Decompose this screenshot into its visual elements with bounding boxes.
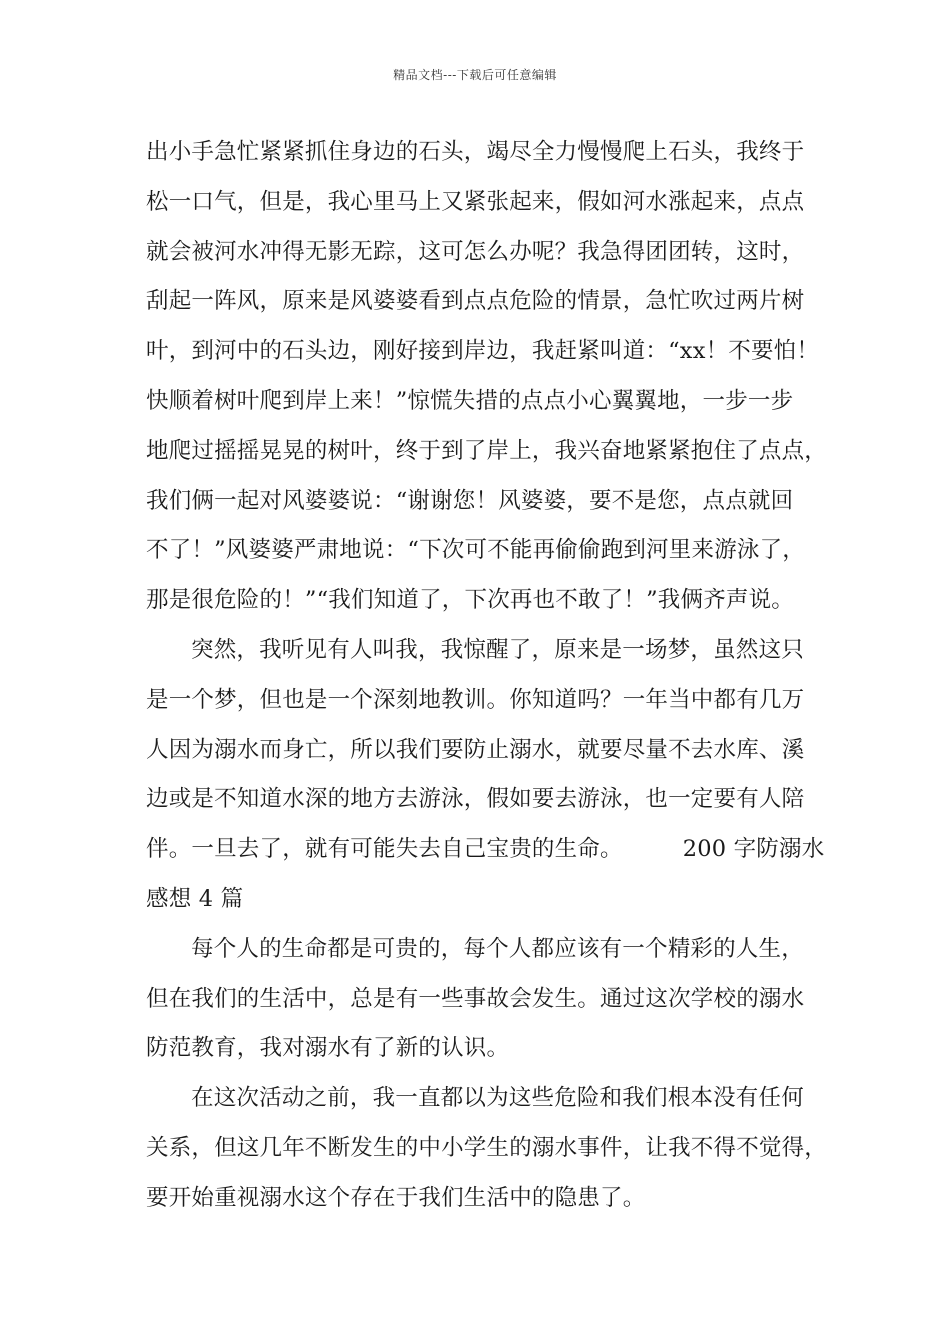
text-line: 是一个梦，但也是一个深刻地教训。你知道吗？一年当中都有几万 [146, 686, 805, 713]
text-line-main: 伴。一旦去了，就有可能失去自己宝贵的生命。 [146, 836, 623, 863]
text-line: 要开始重视溺水这个存在于我们生活中的隐患了。 [146, 1184, 646, 1211]
text-line: 刮起一阵风，原来是风婆婆看到点点危险的情景，急忙吹过两片树 [146, 288, 805, 315]
section-title-start: 200 字防溺水 [682, 836, 825, 863]
text-line: 但在我们的生活中，总是有一些事故会发生。通过这次学校的溺水 [146, 985, 805, 1012]
text-line: 不了！”风婆婆严肃地说：“下次可不能再偷偷跑到河里来游泳了， [146, 537, 806, 564]
text-line: 快顺着树叶爬到岸上来！”惊慌失措的点点小心翼翼地，一步一步 [146, 387, 794, 414]
text-line: 边或是不知道水深的地方去游泳，假如要去游泳，也一定要有人陪 [146, 786, 805, 813]
paragraph-start-line: 突然，我听见有人叫我，我惊醒了，原来是一场梦，虽然这只 [191, 636, 804, 663]
paragraph-start-line: 每个人的生命都是可贵的，每个人都应该有一个精彩的人生， [191, 935, 804, 962]
text-line: 防范教育，我对溺水有了新的认识。 [146, 1035, 510, 1062]
section-title-end: 感想 4 篇 [146, 885, 244, 912]
text-line: 地爬过摇摇晃晃的树叶，终于到了岸上，我兴奋地紧紧抱住了点点， [146, 437, 828, 464]
text-line: 松一口气，但是，我心里马上又紧张起来，假如河水涨起来，点点 [146, 188, 805, 215]
paragraph-start-line: 在这次活动之前，我一直都以为这些危险和我们根本没有任何 [191, 1085, 804, 1112]
text-line: 就会被河水冲得无影无踪，这可怎么办呢？我急得团团转，这时， [146, 238, 805, 265]
text-line: 叶，到河中的石头边，刚好接到岸边，我赶紧叫道：“xx！不要怕！ [146, 338, 820, 365]
page-header: 精品文档---下载后可任意编辑 [393, 68, 557, 82]
text-line: 出小手急忙紧紧抓住身边的石头，竭尽全力慢慢爬上石头，我终于 [146, 139, 805, 165]
text-line: 那是很危险的！”“我们知道了，下次再也不敢了！”我俩齐声说。 [146, 587, 795, 614]
text-line [146, 825, 836, 875]
text-line: 关系，但这几年不断发生的中小学生的溺水事件，让我不得不觉得， [146, 1134, 828, 1161]
document-body [146, 128, 836, 1224]
text-line: 人因为溺水而身亡，所以我们要防止溺水，就要尽量不去水库、溪 [146, 736, 805, 763]
text-line: 我们俩一起对风婆婆说：“谢谢您！风婆婆，要不是您，点点就回 [146, 487, 794, 514]
